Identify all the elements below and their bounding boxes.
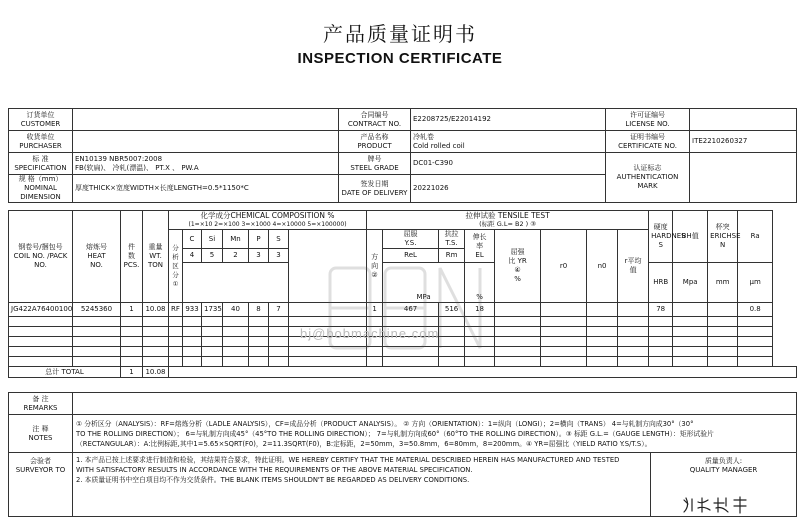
yield-ratio-label: 屈强 比 YR ④ % [495, 230, 541, 303]
notes-line-3: （RECTANGULAR）：A:比例标距,其中1=5.65×SQRT(F0)，2=11.3SQRT(F0)，B:定标距，2=50mm，3=50.8mm，6=80mm，8=200mm。④ YR=屈强比（YIELD RATIO Y.S/T.S）。 [76, 439, 652, 448]
pcs-label: 件 数 PCS. [121, 211, 143, 303]
row-r0 [541, 303, 587, 317]
blank-row [9, 317, 73, 327]
row-analysis: RF [169, 303, 183, 317]
rel-label: ReL [383, 249, 439, 263]
direction-label: 方 向 ② [367, 230, 383, 303]
tensile-test-header [367, 211, 649, 230]
delivery-date-label: 签发日期 DATE OF DELIVERY [339, 175, 411, 203]
chem-title: 化学成分CHEMICAL COMPOSITION % [200, 211, 335, 220]
row-ravg [618, 303, 649, 317]
notes-line-1: ① 分析区分（ANALYSIS）：RF=熔炼分析（LADLE ANALYSIS），CF=成品分析（PRODUCT ANALYSIS）。 ② 方向（ORIENTATION）：1=纵向（LONGI）；2=横向（TRANS） 4=与轧制方向成30°（30° [76, 419, 694, 428]
row-c: 933 [183, 303, 202, 317]
remarks-value [73, 393, 797, 415]
row-weight: 10.08 [143, 303, 169, 317]
certification-text [73, 453, 651, 517]
analysis-label: 分 析 区 分 ① [169, 230, 183, 303]
bh-unit: Mpa [673, 263, 708, 303]
heat-no-label: 熔炼号 HEAT NO. [73, 211, 121, 303]
chem-subtitle: (1=×10 2=×100 3=×1000 4=×10000 5=×100000) [188, 221, 347, 228]
mult-c: 4 [183, 249, 202, 263]
total-label: 总计 TOTAL [9, 367, 121, 378]
element-p: P [249, 230, 269, 249]
erichsen-unit: mm [708, 263, 738, 303]
purchaser-label: 收货单位 PURCHASER [9, 131, 73, 153]
row-p: 8 [249, 303, 269, 317]
certificate-value: ITE2210260327 [690, 131, 797, 153]
surveyor-label: 会验者 SURVEYOR TO [9, 453, 73, 517]
ts-label: 抗拉 T.S. [439, 230, 465, 249]
product-label: 产品名称 PRODUCT [339, 131, 411, 153]
chem-composition-header [169, 211, 367, 230]
authentication-value [690, 153, 797, 203]
mult-p: 3 [249, 249, 269, 263]
purchaser-value [73, 131, 339, 153]
row-ra: 0.8 [738, 303, 773, 317]
row-ts: 516 [439, 303, 465, 317]
quality-manager-label: 质量负责人: QUALITY MANAGER [689, 457, 758, 474]
chem-blank [289, 230, 367, 303]
row-ys: 467 [383, 303, 439, 317]
row-n0 [587, 303, 618, 317]
blank-row [9, 357, 73, 367]
authentication-label: 认证标志 AUTHENTICATION MARK [606, 153, 690, 203]
notes-label: 注 释 NOTES [9, 415, 73, 453]
row-direction: 1 [367, 303, 383, 317]
mpa-label: MPa [383, 263, 465, 303]
cert-line-2: WITH SATISFACTORY RESULTS IN ACCORDANCE WITH THE REQUIREMENTS OF THE ABOVE MATERIAL SPECIFICATION. [76, 466, 473, 474]
chem-units-blank [183, 263, 289, 303]
customer-value [73, 109, 339, 131]
customer-label: 订货单位 CUSTOMER [9, 109, 73, 131]
notes-text [73, 415, 797, 453]
row-chem-blank [289, 303, 367, 317]
dimension-value: 厚度THICK×宽度WIDTH×长度LENGTH=0.5*1150*C [73, 175, 339, 203]
r0-label: r0 [541, 230, 587, 303]
signature [680, 494, 750, 516]
weight-label: 重量 WT. TON [143, 211, 169, 303]
rm-label: Rm [439, 249, 465, 263]
blank-row [9, 337, 73, 347]
cert-line-3: 2. 本质量证明书中空白项目均不作为交货条件。THE BLANK ITEMS SHOULDN'T BE REGARDED AS DELIVERY CONDITIONS. [76, 476, 470, 484]
element-c: C [183, 230, 202, 249]
contract-value: E2208725/E22014192 [411, 109, 606, 131]
specification-value: EN10139 NBR5007:2008 FB(软扁)、 冷轧(漂温)、 PT.X 、 PW.A [73, 153, 339, 175]
row-si: 1735 [202, 303, 223, 317]
coil-no-label: 钢卷号/捆包号 COIL NO. /PACK NO. [9, 211, 73, 303]
footer-table [8, 392, 797, 517]
total-weight: 10.08 [143, 367, 169, 378]
mult-mn: 2 [223, 249, 249, 263]
header-table [8, 108, 797, 203]
ra-unit: μm [738, 263, 773, 303]
dimension-label: 规 格（mm） NOMINAL DIMENSION [9, 175, 73, 203]
row-pcs: 1 [121, 303, 143, 317]
remarks-label: 备 注 REMARKS [9, 393, 73, 415]
notes-line-2: TO THE ROLLING DIRECTION）； 6=与轧制方向成45°（45°TO THE ROLLING DIRECTION）； 7=与轧制方向成60°（60°TO THE ROLLING DIRECTION）。③ 标距 G.L.=（GAUGE LENGTH）：矩形试验片 [76, 429, 714, 438]
blank-row [9, 327, 73, 337]
row-erichsen [708, 303, 738, 317]
element-s: S [269, 230, 289, 249]
row-heat: 5245360 [73, 303, 121, 317]
tensile-subtitle: (标距 G.L= B2 ) ③ [479, 220, 537, 228]
row-el: 18 [465, 303, 495, 317]
delivery-date-value: 20221026 [411, 175, 606, 203]
blank-row [9, 347, 73, 357]
license-label: 许可证编号 LICENSE NO. [606, 109, 690, 131]
hardness-label: 硬度 HARDNES S [649, 211, 673, 263]
row-hrb: 78 [649, 303, 673, 317]
n0-label: n0 [587, 230, 618, 303]
contract-label: 合同编号 CONTRACT NO. [339, 109, 411, 131]
bh-label: BH值 [673, 211, 708, 263]
tensile-title: 拉伸试验 TENSILE TEST [465, 211, 550, 220]
cert-line-1: 1. 本产品已按上述要求进行制造和检验，其结果符合要求，特此证明。WE HEREBY CERTIFY THAT THE MATERIAL DESCRIBED HEREIN HAS MANUFACTURED AND TESTED [76, 456, 620, 464]
row-yr [495, 303, 541, 317]
hrb-unit: HRB [649, 263, 673, 303]
ys-label: 屈服 Y.S. [383, 230, 439, 249]
element-si: Si [202, 230, 223, 249]
title-english: INSPECTION CERTIFICATE [297, 50, 503, 67]
test-data-table [8, 210, 797, 378]
total-row [9, 367, 797, 378]
row-s: 7 [269, 303, 289, 317]
specification-label: 标 准 SPECIFICATION [9, 153, 73, 175]
pct-label: % [465, 263, 495, 303]
total-blank [169, 367, 797, 378]
row-coil: JG422A76400100 [9, 303, 73, 317]
steel-grade-label: 牌号 STEEL GRADE [339, 153, 411, 175]
elongation-label: 伸长 率 EL [465, 230, 495, 263]
mult-si: 5 [202, 249, 223, 263]
total-pcs: 1 [121, 367, 143, 378]
email-watermark: bj@bobmachine.com [300, 326, 440, 341]
r-avg-label: r平均 值 [618, 230, 649, 303]
table-row [9, 303, 797, 317]
row-bh [673, 303, 708, 317]
product-value: 冷轧卷 Cold rolled coil [411, 131, 606, 153]
steel-grade-value: DC01-C390 [411, 153, 606, 175]
erichsen-label: 杯突 ERICHSE N [708, 211, 738, 263]
title-chinese: 产品质量证明书 [323, 22, 477, 46]
row-mn: 40 [223, 303, 249, 317]
certificate-label: 证明书编号 CERTIFICATE NO. [606, 131, 690, 153]
ra-label: Ra [738, 211, 773, 263]
license-value [690, 109, 797, 131]
element-mn: Mn [223, 230, 249, 249]
mult-s: 3 [269, 249, 289, 263]
